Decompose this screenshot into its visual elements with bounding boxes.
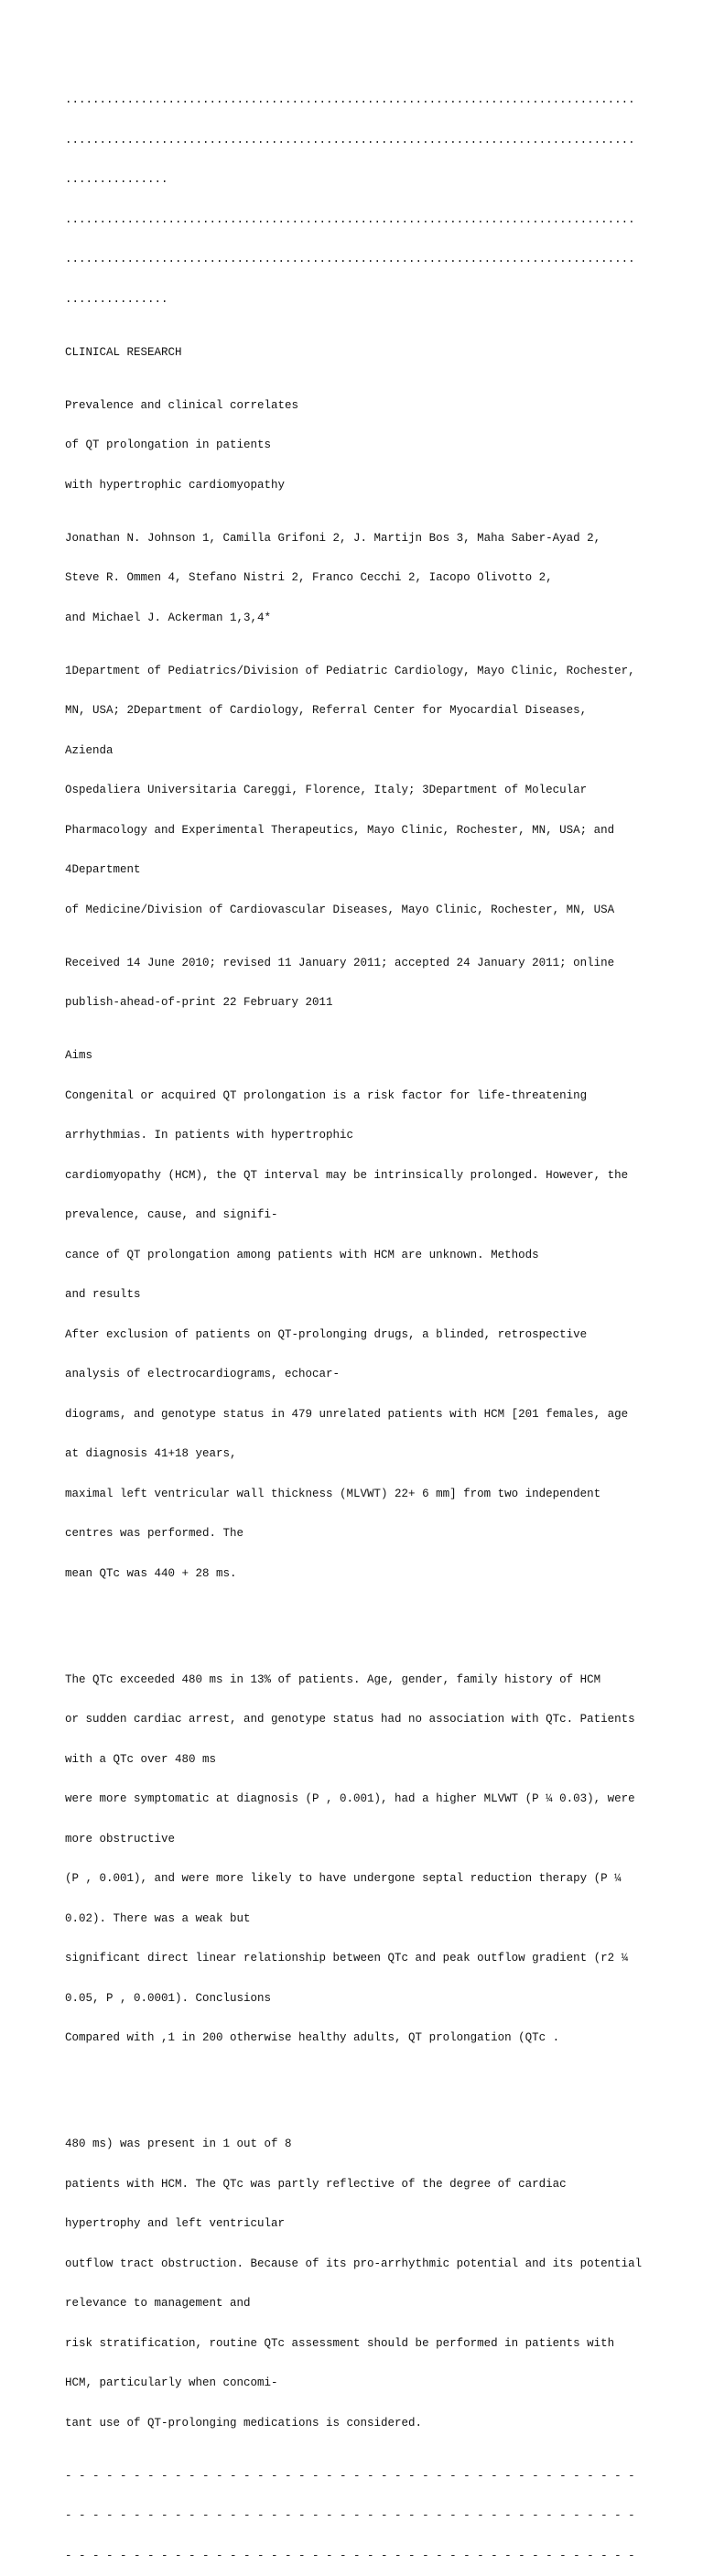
abstract-line: with a QTc over 480 ms — [65, 1752, 217, 1766]
abstract-line: patients with HCM. The QTc was partly reflective of the degree of cardiac — [65, 2177, 567, 2191]
abstract-line: cardiomyopathy (HCM), the QT interval may be intrinsically prolonged. However, the — [65, 1168, 629, 1182]
abstract-line: 480 ms) was present in 1 out of 8 — [65, 2138, 292, 2150]
affiliation-line: 1Department of Pediatrics/Division of Pediatric Cardiology, Mayo Clinic, Rochester, — [65, 664, 635, 677]
abstract-line: (P , 0.001), and were more likely to have undergone septal reduction therapy (P ¼ — [65, 1872, 622, 1885]
affiliation-line: 4Department — [65, 863, 141, 876]
author-line: Steve R. Ommen 4, Stefano Nistri 2, Franco Cecchi 2, Iacopo Olivotto 2, — [65, 571, 553, 584]
dashed-separator-line: - - - - - - - - - - - - - - - - - - - - - - - - - - - - - - - - - - - - - - - - - - — [65, 2469, 635, 2483]
paragraph-gap — [65, 1620, 651, 1634]
abstract-line: risk stratification, routine QTc assessment should be performed in patients with — [65, 2336, 615, 2350]
paper-page-text — [65, 67, 651, 2576]
abstract-line: HCM, particularly when concomi- — [65, 2376, 278, 2389]
abstract-line: Congenital or acquired QT prolongation is a risk factor for life-threatening — [65, 1088, 588, 1102]
abstract-line: were more symptomatic at diagnosis (P , 0.001), had a higher MLVWT (P ¼ 0.03), were — [65, 1792, 635, 1805]
paper-title-line: Prevalence and clinical correlates — [65, 398, 299, 412]
abstract-line: diograms, and genotype status in 479 unrelated patients with HCM [201 females, age — [65, 1407, 629, 1421]
paper-title-line: of QT prolongation in patients — [65, 438, 272, 451]
abstract-line: significant direct linear relationship between QTc and peak outflow gradient (r2 ¼ — [65, 1952, 629, 1964]
dates-line: publish-ahead-of-print 22 February 2011 — [65, 996, 333, 1009]
abstract-line: at diagnosis 41+18 years, — [65, 1447, 237, 1460]
author-line: Jonathan N. Johnson 1, Camilla Grifoni 2, J. Martijn Bos 3, Maha Saber-Ayad 2, — [65, 531, 601, 545]
affiliation-line: Pharmacology and Experimental Therapeutics, Mayo Clinic, Rochester, MN, USA; and — [65, 823, 615, 837]
abstract-line: mean QTc was 440 + 28 ms. — [65, 1566, 237, 1580]
abstract-line: centres was performed. The — [65, 1527, 244, 1540]
abstract-line: After exclusion of patients on QT-prolonging drugs, a blinded, retrospective — [65, 1327, 588, 1341]
abstract-line: analysis of electrocardiograms, echocar- — [65, 1368, 341, 1380]
dotted-separator-line: ............... — [65, 292, 168, 306]
affiliation-line: MN, USA; 2Department of Cardiology, Referral Center for Myocardial Diseases, — [65, 704, 588, 717]
abstract-line: more obstructive — [65, 1832, 176, 1845]
abstract-line: hypertrophy and left ventricular — [65, 2217, 286, 2230]
abstract-line: The QTc exceeded 480 ms in 13% of patients. Age, gender, family history of HCM — [65, 1672, 601, 1686]
abstract-line: prevalence, cause, and signifi- — [65, 1208, 278, 1221]
dates-line: Received 14 June 2010; revised 11 January 2011; accepted 24 January 2011; online — [65, 956, 615, 969]
abstract-line: Aims — [65, 1049, 93, 1062]
abstract-line: Compared with ,1 in 200 otherwise healthy adults, QT prolongation (QTc . — [65, 2031, 560, 2044]
abstract-line: 0.05, P , 0.0001). Conclusions — [65, 1991, 272, 2005]
dashed-separator-line: - - - - - - - - - - - - - - - - - - - - - - - - - - - - - - - - - - - - - - - - - - — [65, 2549, 635, 2562]
abstract-line: relevance to management and — [65, 2297, 251, 2310]
abstract-line: or sudden cardiac arrest, and genotype status had no association with QTc. Patients — [65, 1713, 635, 1726]
affiliation-line: Ospedaliera Universitaria Careggi, Florence, Italy; 3Department of Molecular — [65, 784, 588, 796]
abstract-line: 0.02). There was a weak but — [65, 1911, 251, 1925]
dotted-separator-line: ................................................................................... — [65, 212, 635, 226]
affiliation-line: of Medicine/Division of Cardiovascular Diseases, Mayo Clinic, Rochester, MN, USA — [65, 903, 615, 916]
section-label: CLINICAL RESEARCH — [65, 345, 182, 359]
dashed-separator-line: - - - - - - - - - - - - - - - - - - - - - - - - - - - - - - - - - - - - - - - - - - — [65, 2509, 635, 2522]
abstract-line: arrhythmias. In patients with hypertrophic — [65, 1129, 354, 1142]
dotted-separator-line: ................................................................................... — [65, 93, 635, 106]
author-line: and Michael J. Ackerman 1,3,4* — [65, 611, 272, 624]
affiliation-line: Azienda — [65, 743, 114, 757]
abstract-line: cance of QT prolongation among patients with HCM are unknown. Methods — [65, 1248, 539, 1261]
dotted-separator-line: ................................................................................... — [65, 133, 635, 146]
paper-title-line: with hypertrophic cardiomyopathy — [65, 478, 286, 492]
dotted-separator-line: ................................................................................... — [65, 253, 635, 265]
paragraph-gap — [65, 2084, 651, 2098]
abstract-line: and results — [65, 1288, 141, 1301]
dotted-separator-line: ............... — [65, 173, 168, 186]
abstract-line: maximal left ventricular wall thickness (MLVWT) 22+ 6 mm] from two independent — [65, 1487, 601, 1500]
abstract-line: outflow tract obstruction. Because of its pro-arrhythmic potential and its potential — [65, 2257, 643, 2270]
abstract-line: tant use of QT-prolonging medications is considered. — [65, 2416, 423, 2430]
